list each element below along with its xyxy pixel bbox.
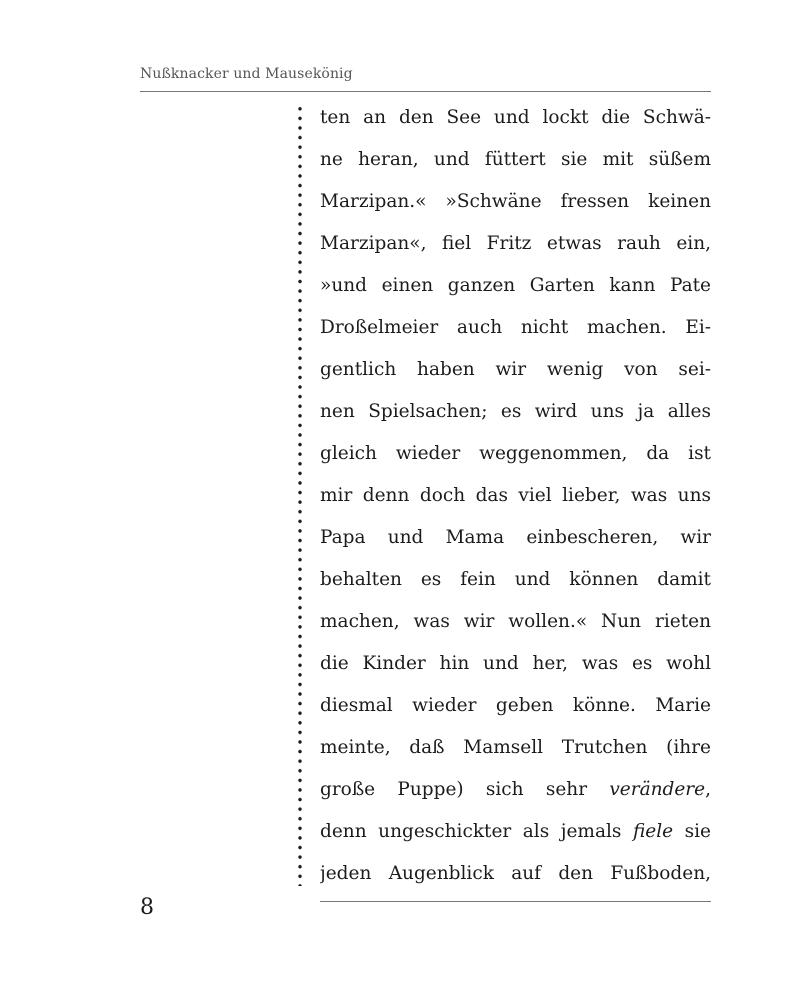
text-line: ten an den See und lockt die Schwä- — [320, 107, 711, 128]
text-line: gentlich haben wir wenig von sei- — [320, 359, 711, 380]
text-line: mir denn doch das viel lieber, was uns — [320, 485, 711, 506]
running-header: Nußknacker und Mausekönig — [140, 66, 353, 82]
text-line: die Kinder hin und her, was es wohl — [320, 653, 711, 674]
text-segment: sie — [673, 821, 711, 842]
text-line: jeden Augenblick auf den Fußboden, — [320, 863, 711, 884]
text-line: Papa und Mama einbescheren, wir — [320, 527, 711, 548]
text-line: behalten es fein und können damit — [320, 569, 711, 590]
emphasis-text: fiele — [632, 821, 674, 842]
bottom-rule — [320, 901, 711, 902]
text-segment: denn ungeschickter als jemals — [320, 821, 633, 842]
text-segment: , — [705, 779, 711, 800]
text-line: machen, was wir wollen.« Nun rieten — [320, 611, 711, 632]
text-line: diesmal wieder geben könne. Marie — [320, 695, 711, 716]
emphasis-text: verändere — [609, 779, 706, 800]
text-line: »und einen ganzen Garten kann Pate — [320, 275, 711, 296]
text-segment: große Puppe) sich sehr — [320, 779, 610, 800]
text-line — [320, 813, 711, 855]
text-line: meinte, daß Mamsell Trutchen (ihre — [320, 737, 711, 758]
text-line — [320, 771, 711, 813]
text-line: ne heran, und füttert sie mit süßem — [320, 149, 711, 170]
text-line: Marzipan«, fiel Fritz etwas rauh ein, — [320, 233, 711, 254]
header-rule — [140, 91, 711, 92]
page-number: 8 — [140, 895, 154, 920]
text-line: gleich wieder weggenommen, da ist — [320, 443, 711, 464]
text-line: Droßelmeier auch nicht machen. Ei- — [320, 317, 711, 338]
body-text — [320, 99, 711, 897]
text-line: Marzipan.« »Schwäne fressen keinen — [320, 191, 711, 212]
dotted-margin-rule — [298, 104, 302, 886]
text-line: nen Spielsachen; es wird uns ja alles — [320, 401, 711, 422]
